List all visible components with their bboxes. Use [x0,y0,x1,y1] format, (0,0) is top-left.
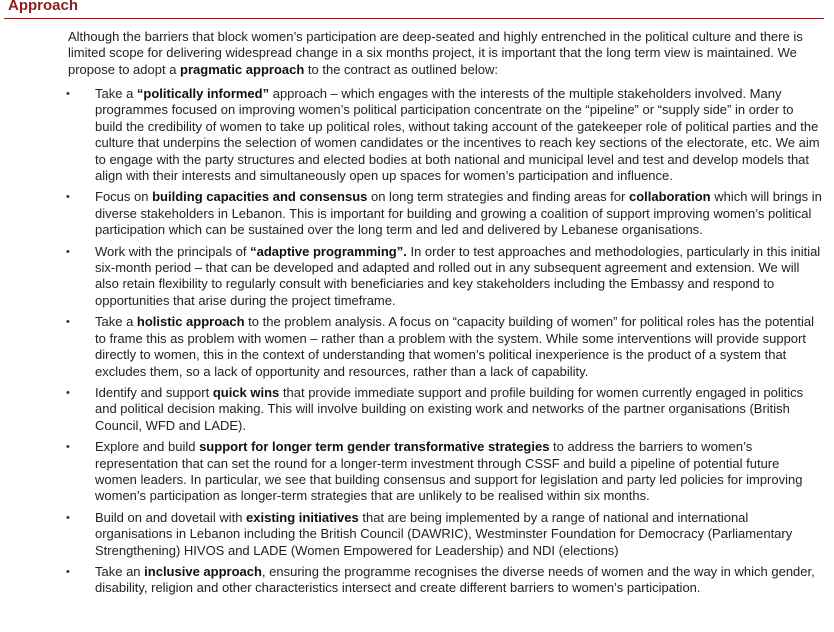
item-text: that are being implemented by a range of national and international organisations in Lebanon including the British Council (DAWRIC), Westminster Foundation for Democracy (Parliamentary Strengthening) HIVOS and LADE (Women Empowered for Leadership) and NDI (elections) [95,509,793,558]
item-text: to the problem analysis. A focus on “capacity building of women” for political roles has the potential to frame this as problem with women – rather than a problem with the system. While some interventions will provide support directly to women, this in the context of understanding that women’s political inexperience is the product of a system that excludes them, so a lack of opportunity and resources, rather than a lack of capability. [95,314,814,379]
bullet-icon: • [66,511,70,524]
item-text: Work with the principals of [95,243,251,259]
item-text: that provide immediate support and profile building for women currently engaged in politics and political decision making. This will involve building on existing work and networks of the partner organisations (British Council, WFD and LADE). [95,384,804,433]
intro-text-end: to the contract as outlined below: [304,61,498,77]
item-bold: building capacities and consensus [152,189,368,205]
item-text: Take an [95,563,145,579]
section-heading: Approach [8,0,79,14]
list-item [62,510,822,559]
item-text: Focus on [95,189,153,205]
bullet-icon: • [66,191,70,204]
item-bold: quick wins [212,384,280,400]
item-text: Take a [95,86,137,101]
bullet-icon: • [66,88,70,100]
list-item [62,385,822,434]
item-text: Take a [95,314,137,330]
item-bold: collaboration [628,189,711,205]
item-bold: existing initiatives [246,509,359,525]
bullet-icon: • [66,386,70,399]
list-item [62,244,822,310]
item-text: approach – which engages with the interests of the multiple stakeholders involved. Many programmes focused on improving women’s political participation concentrate on the “pipeline” or “supply side” in order to build the credibility of women to take up political roles, without taking account of the gatekeeper role of political parties and the culture that underpins the selection of women candidates or the incentives to reach key sections of the electorate, etc. We aim to engage with the party structures and elected bodies at both national and municipal level and test and develop models that align with their interests and simultaneously open up spaces for women’s participation and influence. [95,86,820,184]
item-text: to address the barriers to women’s representation that can set the round for a longer-term investment through CSSF and build a pipeline of potential future women leaders. In particular, we see that building consensus and support for legislation and party led policies for improving women’s participation as longer-term strategies that are unlikely to be realised within six months. [95,439,803,504]
list-item [62,189,822,238]
item-text: Build on and dovetail with [95,509,247,525]
list-item [62,439,822,505]
bullet-icon: • [66,565,70,578]
item-bold: “adaptive programming”. [250,243,407,259]
intro-bold: pragmatic approach [180,61,305,77]
list-item [62,314,822,380]
item-text: on long term strategies and finding areas for [367,189,629,205]
item-text: Explore and build [95,439,200,455]
list-item [62,564,822,597]
intro-paragraph [68,29,808,78]
item-text: , ensuring the programme recognises the diverse needs of women and the way in which gender, disability, religion and other characteristics intersect and create different barriers to women’s participation. [95,563,815,596]
item-text: In order to test approaches and methodologies, particularly in this initial six-month period – that can be developed and adapted and rolled out in any subsequent agreement and extension. We will also retain flexibility to regularly consult with beneficiaries and key stakeholders including the Embassy and respond to opportunities that arise during the project timeframe. [95,243,821,308]
heading-rule [4,18,824,19]
bullet-icon: • [66,316,70,329]
bullet-icon: • [66,441,70,454]
item-bold: support for longer term gender transformative strategies [199,439,550,455]
item-bold: “politically informed” [136,86,270,101]
bullet-icon: • [66,245,70,258]
approach-list [62,86,822,602]
item-text: which will brings in diverse stakeholders in Lebanon. This is important for building and growing a coalition of support improving women’s political participation which can be sustained over the long term and led and delivered by Lebanese organisations. [95,189,822,238]
item-text: Identify and support [95,384,213,400]
intro-text: Although the barriers that block women’s participation are deep-seated and highly entrenched in the political culture and there is limited scope for delivering widespread change in a six months project, it is important that the long term view is maintained. We propose to adopt a [68,29,803,77]
item-bold: inclusive approach [144,563,262,579]
list-item [62,86,822,184]
item-bold: holistic approach [136,314,245,330]
